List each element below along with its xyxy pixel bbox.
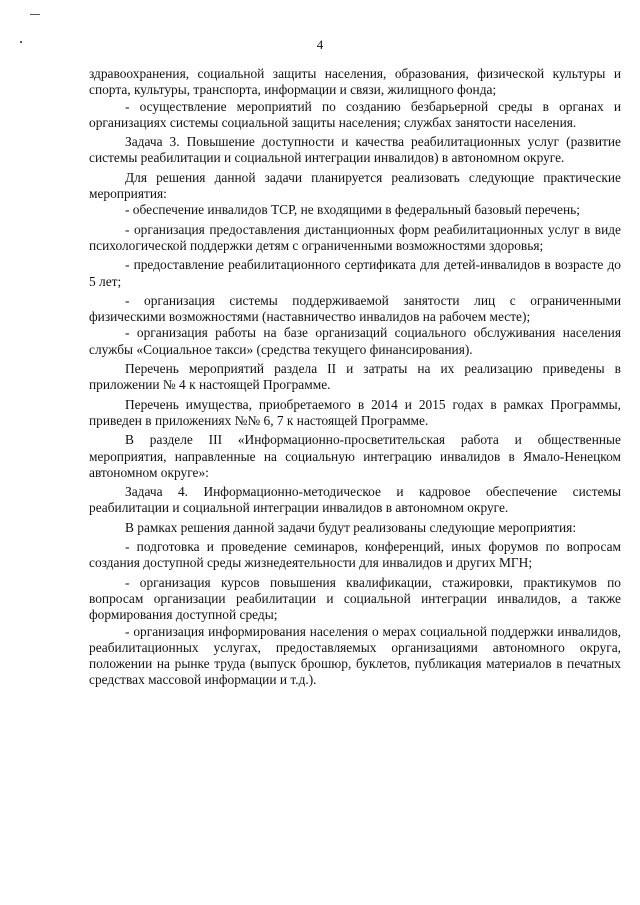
document-body — [89, 66, 621, 689]
paragraph: - организация предоставления дистанционных форм реабилитационных услуг в виде психологической поддержки детям с ограниченными возможностями здоровья; — [89, 221, 621, 253]
paragraph: - предоставление реабилитационного сертификата для детей-инвалидов в возрасте до 5 лет; — [89, 257, 621, 289]
paragraph: - организация работы на базе организаций социального обслуживания населения службы «Социальное такси» (средства текущего финансирования). — [89, 325, 621, 357]
paragraph: Для решения данной задачи планируется реализовать следующие практические мероприятия: — [89, 169, 621, 202]
page-number: 4 — [316, 37, 324, 52]
paragraph: В рамках решения данной задачи будут реализованы следующие мероприятия: — [125, 519, 577, 535]
paragraph: - обеспечение инвалидов ТСР, не входящими в федеральный базовый перечень; — [125, 202, 580, 218]
paragraph: Задача 4. Информационно-методическое и кадровое обеспечение системы реабилитации и социальной интеграции инвалидов в автономном округе. — [89, 484, 621, 516]
scan-mark-top-left — [30, 14, 40, 15]
paragraph: Перечень имущества, приобретаемого в 2014 и 2015 годах в рамках Программы, приведен в приложениях №№ 6, 7 к настоящей Программе. — [89, 396, 621, 428]
paragraph: - организация информирования населения о мерах социальной поддержки инвалидов, реабилитационных услугах, предоставляемых организациями автономного округа, положении на рынке труда (выпуск брошюр, буклетов, публикация материалов в печатных средствах массовой информации и т.д.). — [89, 623, 621, 688]
paragraph: Задача 3. Повышение доступности и качества реабилитационных услуг (развитие системы реабилитации и социальной интеграции инвалидов) в автономном округе. — [89, 134, 621, 166]
paragraph: Перечень мероприятий раздела II и затраты на их реализацию приведены в приложении № 4 к настоящей Программе. — [89, 361, 621, 393]
paragraph: здравоохранения, социальной защиты населения, образования, физической культуры и спорта, культуры, транспорта, информации и связи, жилищного фонда; — [89, 66, 621, 98]
paragraph: - организация системы поддерживаемой занятости лиц с ограниченными физическими возможностями (наставничество инвалидов на рабочем месте); — [89, 292, 621, 325]
paragraph: - подготовка и проведение семинаров, конференций, иных форумов по вопросам создания доступной среды жизнедеятельности для инвалидов и других МГН; — [89, 539, 621, 571]
paragraph: В разделе III «Информационно-просветительская работа и общественные мероприятия, направленные на социальную интеграцию инвалидов в Ямало-Ненецком автономном округе»: — [89, 432, 621, 480]
paragraph: - осуществление мероприятий по созданию безбарьерной среды в органах и организациях системы социальной защиты населения; службах занятости населения. — [89, 98, 621, 130]
paragraph: - организация курсов повышения квалификации, стажировки, практикумов по вопросам организации реабилитации и социальной интеграции инвалидов, а также формирования доступной среды; — [89, 574, 621, 623]
